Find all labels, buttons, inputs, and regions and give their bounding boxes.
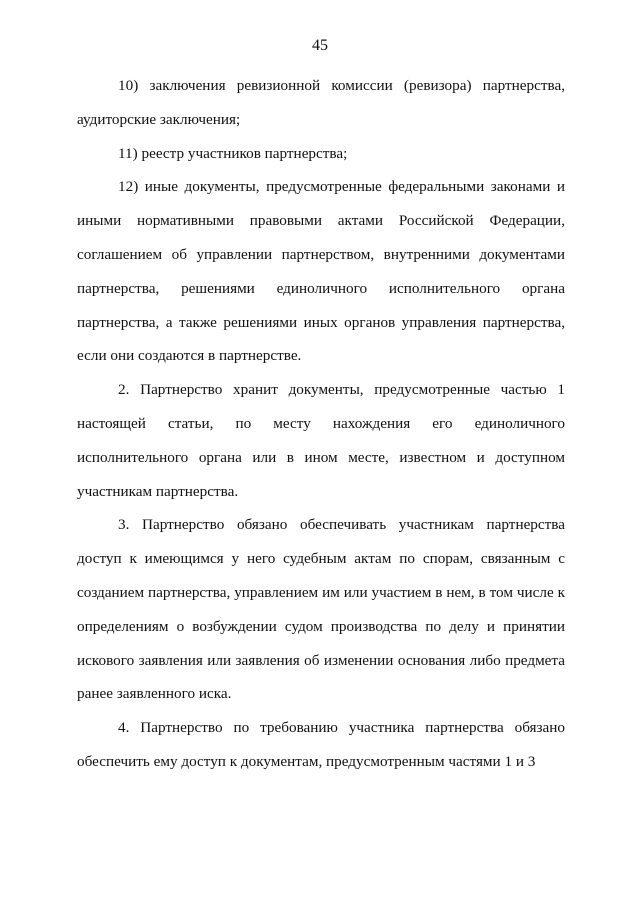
paragraph-item-11: 11) реестр участников партнерства; xyxy=(118,144,348,162)
paragraph-part-3: 3. Партнерство обязано обеспечивать участникам партнерства доступ к имеющимся у него судебным актам по спорам, связанным с созданием партнерства, управлением им или участием в нем, в том числе к определениям о возбуждении судом производства по делу и принятии искового заявления или заявления об изменении основания либо предмета ранее заявленного иска. xyxy=(77,516,565,703)
paragraph-item-10: 10) заключения ревизионной комиссии (ревизора) партнерства, аудиторские заключения; xyxy=(77,77,565,128)
paragraph-part-2: 2. Партнерство хранит документы, предусмотренные частью 1 настоящей статьи, по месту нахождения его единоличного исполнительного органа или в ином месте, известном и доступном участникам партнерства. xyxy=(77,381,565,500)
paragraph-item-12: 12) иные документы, предусмотренные федеральными законами и иными нормативными правовыми актами Российской Федерации, соглашением об управлении партнерством, внутренними документами партнерства, решениями единоличного исполнительного органа партнерства, а также решениями иных органов управления партнерства, если они создаются в партнерстве. xyxy=(77,178,565,365)
document-body xyxy=(77,69,565,779)
paragraph-part-4: 4. Партнерство по требованию участника партнерства обязано обеспечить ему доступ к документам, предусмотренным частями 1 и 3 xyxy=(77,719,565,770)
page-number: 45 xyxy=(312,37,328,54)
